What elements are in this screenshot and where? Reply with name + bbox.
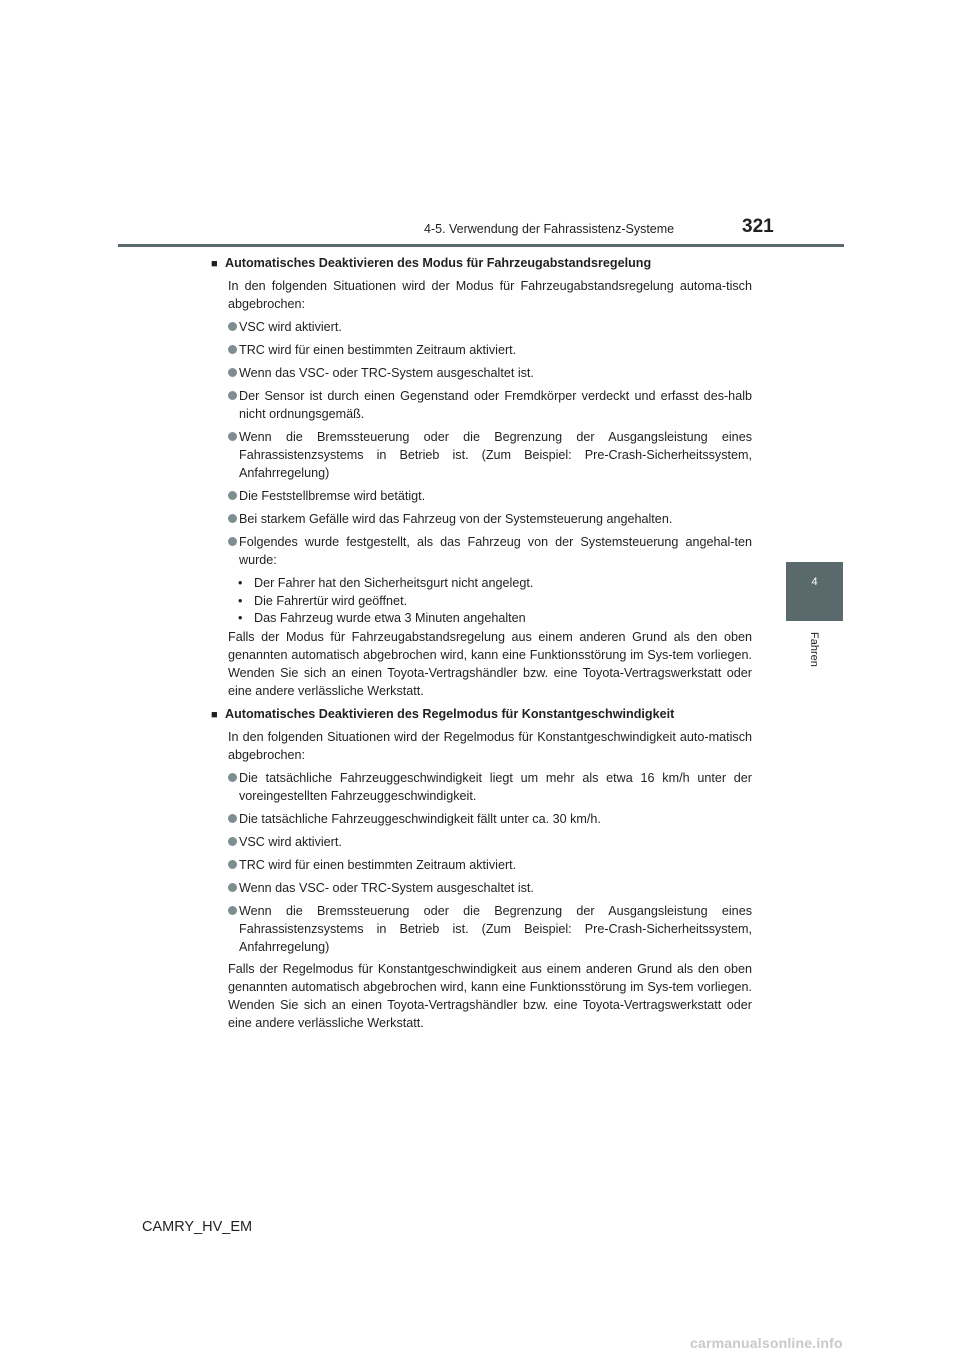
section-title-text: Automatisches Deaktivieren des Modus für Fahrzeugabstandsregelung [225, 256, 652, 270]
sub-list-item [228, 610, 752, 628]
bullet-icon [228, 860, 237, 869]
bullet-icon [228, 391, 237, 400]
list-item-text: Die tatsächliche Fahrzeuggeschwindigkeit fällt unter ca. 30 km/h. [239, 811, 601, 826]
square-bullet-icon: ■ [211, 258, 218, 270]
section-title-text: Automatisches Deaktivieren des Regelmodus für Konstantgeschwindigkeit [225, 706, 675, 721]
section-intro: In den folgenden Situationen wird der Regelmodus für Konstantgeschwindigkeit auto-matisch abgebrochen: [228, 729, 752, 762]
section-closing: Falls der Regelmodus für Konstantgeschwindigkeit aus einem anderen Grund als den oben genannten automatisch abgebrochen wird, kann eine Funktionsstörung im Sys-tem vorliegen. Wenden Sie sich an einen Toyota-Vertragshändler bzw. eine Toyota-Vertragswerkstatt oder eine andere verlässliche Werkstatt. [228, 961, 752, 1030]
list-item-text: Folgendes wurde festgestellt, als das Fahrzeug von der Systemsteuerung angehal-ten wurde: [239, 535, 752, 567]
chapter-tab-number: 4 [811, 576, 818, 588]
list-item-text: TRC wird für einen bestimmten Zeitraum aktiviert. [239, 343, 517, 357]
list-item [228, 510, 752, 528]
sub-list-item [228, 575, 752, 593]
square-bullet-icon: ■ [211, 708, 218, 721]
sub-list-item-text: Das Fahrzeug wurde etwa 3 Minuten angehalten [254, 611, 526, 625]
list-item-text: VSC wird aktiviert. [239, 834, 342, 849]
section-title [211, 705, 752, 724]
section-closing: Falls der Modus für Fahrzeugabstandsregelung aus einem anderen Grund als den oben genannten automatisch abgebrochen wird, kann eine Funktionsstörung im Sys-tem vorliegen. Wenden Sie sich an einen Toyota-Vertragshändler bzw. eine Toyota-Vertragswerkstatt oder eine andere verlässliche Werkstatt. [228, 629, 752, 698]
bullet-icon [228, 814, 237, 823]
bullet-icon [228, 491, 237, 500]
bullet-icon [228, 906, 237, 915]
chapter-tab-label: Fahren [808, 632, 820, 667]
list-item [228, 833, 752, 851]
bullet-icon [228, 537, 237, 546]
list-item-text: Wenn das VSC- oder TRC-System ausgeschaltet ist. [239, 366, 534, 380]
list-item-text: Wenn die Bremssteuerung oder die Begrenzung der Ausgangsleistung eines Fahrassistenzsystems in Betrieb ist. (Zum Beispiel: Pre-Crash-Sicherheitssystem, Anfahrregelung) [239, 430, 752, 480]
list-item [228, 810, 752, 828]
list-item-text: Bei starkem Gefälle wird das Fahrzeug von der Systemsteuerung angehalten. [239, 512, 673, 526]
bullet-icon [228, 368, 237, 377]
list-item [228, 856, 752, 874]
list-item [228, 487, 752, 505]
bullet-icon [228, 514, 237, 523]
list-item-text: Die tatsächliche Fahrzeuggeschwindigkeit liegt um mehr als etwa 16 km/h unter der voreingestellten Fahrzeuggeschwindigkeit. [239, 770, 752, 803]
section-intro: In den folgenden Situationen wird der Modus für Fahrzeugabstandsregelung automa-tisch abgebrochen: [228, 279, 752, 311]
page-content [211, 254, 752, 1032]
sub-bullet-icon: • [238, 576, 243, 590]
sub-list [228, 575, 752, 628]
sub-list-item-text: Die Fahrertür wird geöffnet. [254, 593, 408, 608]
list-item [228, 318, 752, 336]
list-item-text: TRC wird für einen bestimmten Zeitraum aktiviert. [239, 857, 517, 872]
list-item-text: Wenn das VSC- oder TRC-System ausgeschaltet ist. [239, 880, 534, 895]
list-item-text: Der Sensor ist durch einen Gegenstand oder Fremdkörper verdeckt und erfasst des-halb nicht ordnungsgemäß. [239, 389, 752, 421]
sub-list-item [228, 593, 752, 611]
list-item [228, 879, 752, 897]
sub-list-item-text: Der Fahrer hat den Sicherheitsgurt nicht angelegt. [254, 576, 534, 590]
list-item-text: VSC wird aktiviert. [239, 320, 342, 334]
bullet-icon [228, 322, 237, 331]
list-item [228, 902, 752, 956]
bullet-icon [228, 345, 237, 354]
bullet-icon [228, 837, 237, 846]
list-item [228, 387, 752, 423]
list-item [228, 769, 752, 805]
list-item-text: Die Feststellbremse wird betätigt. [239, 489, 426, 503]
chapter-heading: 4-5. Verwendung der Fahrassistenz-Systeme [424, 222, 675, 236]
sub-bullet-icon: • [238, 593, 243, 608]
chapter-tab[interactable] [786, 562, 843, 621]
page-number: 321 [742, 216, 774, 237]
list-item [228, 533, 752, 569]
list-item-text: Wenn die Bremssteuerung oder die Begrenzung der Ausgangsleistung eines Fahrassistenzsystems in Betrieb ist. (Zum Beispiel: Pre-Crash-Sicherheitssystem, Anfahrregelung) [239, 903, 752, 954]
header-rule [118, 244, 844, 247]
bullet-icon [228, 773, 237, 782]
list-item [228, 428, 752, 482]
bullet-icon [228, 883, 237, 892]
section-title [211, 254, 752, 273]
list-item [228, 364, 752, 382]
document-code: CAMRY_HV_EM [142, 1219, 253, 1235]
bullet-icon [228, 432, 237, 441]
sub-bullet-icon: • [238, 611, 243, 625]
list-item [228, 341, 752, 359]
watermark: carmanualsonline.info [690, 1335, 843, 1351]
